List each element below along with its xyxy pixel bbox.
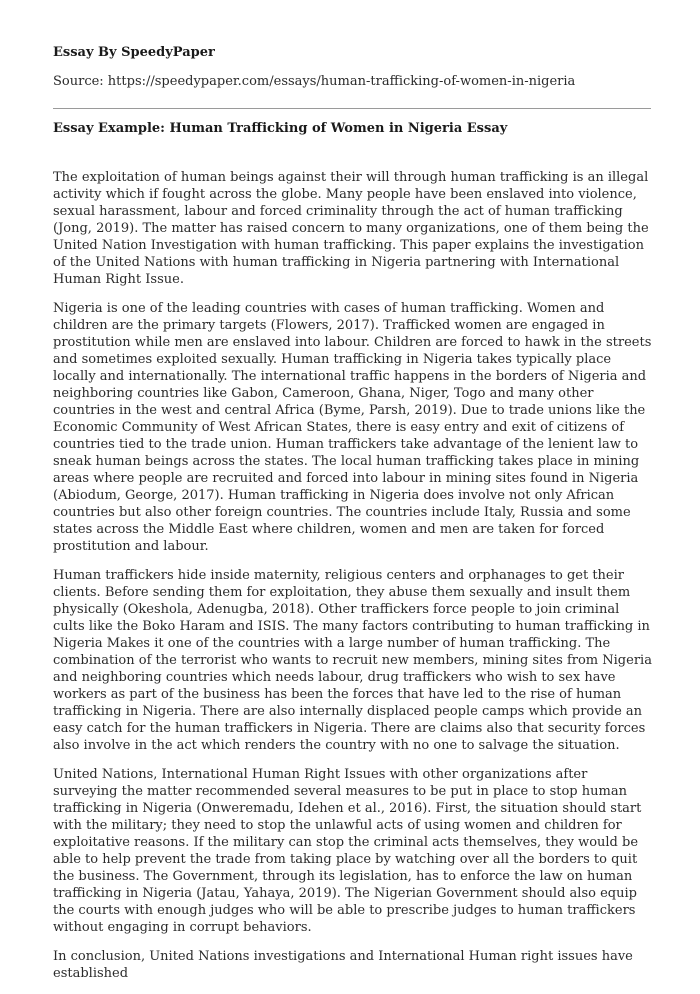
essay-body xyxy=(53,169,653,994)
paragraph-5: In conclusion, United Nations investigations and International Human right issues have established xyxy=(53,949,633,981)
paragraph-3: Human traffickers hide inside maternity, religious centers and orphanages to get their clients. Before sending them for exploitation, they abuse them sexually and insult them physically (Okeshola, Adenugba, 2018). Other traffickers force people to join criminal cults like the Boko Haram and ISIS. The many factors contributing to human trafficking in Nigeria Makes it one of the countries with a large number of human trafficking. The combination of the terrorist who wants to recruit new members, mining sites from Nigeria and neighboring countries which needs labour, drug traffickers who wish to sex have workers as part of the business has been the forces that have led to the rise of human trafficking in Nigeria. There are also internally displaced people camps which provide an easy catch for the human traffickers in Nigeria. There are claims also that security forces also involve in the act which renders the country with no one to salvage the situation. xyxy=(53,568,652,753)
paragraph-4: United Nations, International Human Right Issues with other organizations after surveying the matter recommended several measures to be put in place to stop human trafficking in Nigeria (Onweremadu, Idehen et al., 2016). First, the situation should start with the military; they need to stop the unlawful acts of using women and children for exploitative reasons. If the military can stop the criminal acts themselves, they would be able to help prevent the trade from taking place by watching over all the borders to quit the business. The Government, through its legislation, has to enforce the law on human trafficking in Nigeria (Jatau, Yahaya, 2019). The Nigerian Government should also equip the courts with enough judges who will be able to prescribe judges to human traffickers without engaging in corrupt behaviors. xyxy=(53,767,642,935)
source-url: Source: https://speedypaper.com/essays/human-trafficking-of-women-in-nigeria xyxy=(53,74,576,89)
paragraph-1: The exploitation of human beings against their will through human trafficking is an illegal activity which if fought across the globe. Many people have been enslaved into violence, sexual harassment, labour and forced criminality through the act of human trafficking (Jong, 2019). The matter has raised concern to many organizations, one of them being the United Nation Investigation with human trafficking. This paper explains the investigation of the United Nations with human trafficking in Nigeria partnering with International Human Right Issue. xyxy=(53,170,649,287)
paragraph-2: Nigeria is one of the leading countries with cases of human trafficking. Women and children are the primary targets (Flowers, 2017). Trafficked women are engaged in prostitution while men are enslaved into labour. Children are forced to hawk in the streets and sometimes exploited sexually. Human trafficking in Nigeria takes typically place locally and internationally. The international traffic happens in the borders of Nigeria and neighboring countries like Gabon, Cameroon, Ghana, Niger, Togo and many other countries in the west and central Africa (Byme, Parsh, 2019). Due to trade unions like the Economic Community of West African States, there is easy entry and exit of citizens of countries tied to the trade union. Human traffickers take advantage of the lenient law to sneak human beings across the states. The local human trafficking takes place in mining areas where people are recruited and forced into labour in mining sites found in Nigeria (Abiodum, George, 2017). Human trafficking in Nigeria does involve not only African countries but also other foreign countries. The countries include Italy, Russia and some states across the Middle East where children, women and men are taken for forced prostitution and labour. xyxy=(53,301,652,554)
essay-title: Essay Example: Human Trafficking of Women in Nigeria Essay xyxy=(53,121,508,136)
divider xyxy=(53,108,651,109)
essay-brand: Essay By SpeedyPaper xyxy=(53,45,215,60)
